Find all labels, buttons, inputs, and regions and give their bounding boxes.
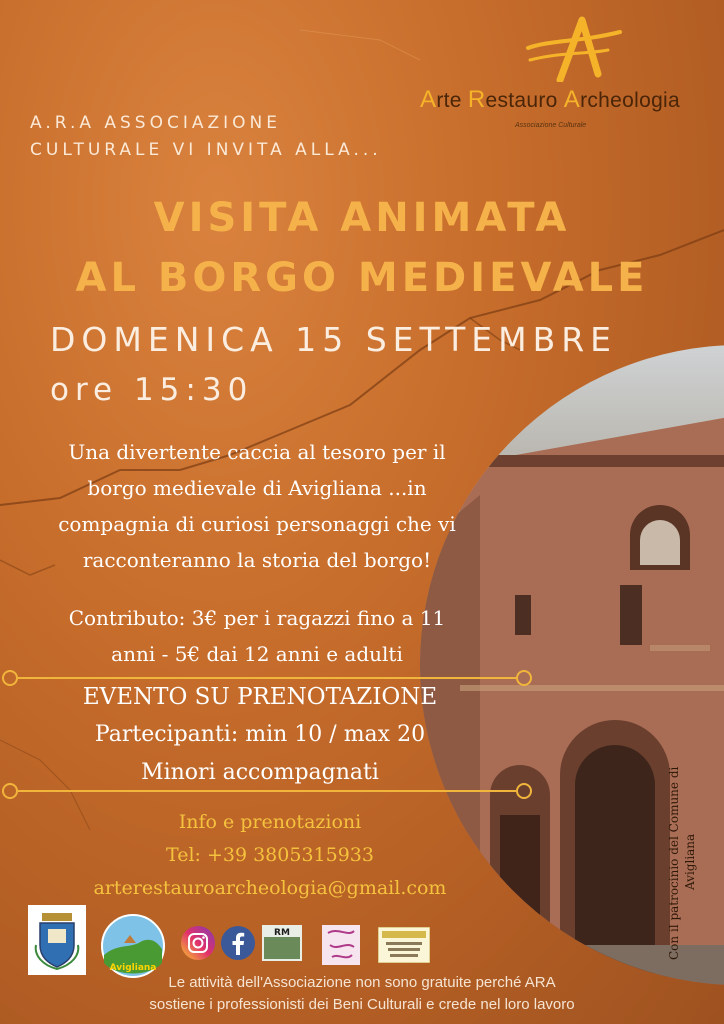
avigliana-logo-label: Avigliana [109, 963, 157, 973]
divider-dot-left-bottom [2, 783, 18, 799]
sponsor-banner-icon [378, 927, 430, 963]
divider-dot-right-bottom [516, 783, 532, 799]
avigliana-logo-icon [100, 913, 166, 979]
sponsor-logo-icon [322, 925, 360, 965]
sponsor-logos [0, 905, 724, 975]
description-line-2: borgo medievale di Avigliana ...in [87, 476, 427, 500]
patronage-line-2: Avigliana [683, 833, 697, 890]
rm-logo-icon [262, 925, 302, 961]
info-email[interactable]: arterestauroarcheologia@gmail.com [93, 877, 447, 899]
event-description [22, 434, 492, 578]
booking-box [0, 678, 520, 792]
booking-line-3: Minori accompagnati [141, 760, 379, 785]
ara-logo-text [420, 86, 720, 114]
description-line-3: compagnia di curiosi personaggi che vi [58, 512, 456, 536]
logo-word-arte: rte [436, 89, 468, 112]
logo-initial-archeologia: A [563, 86, 581, 113]
contact-info [0, 806, 540, 905]
logo-subtitle: Associazione Culturale [515, 122, 587, 129]
event-date: DOMENICA 15 SETTEMBRE [50, 320, 617, 359]
logo-word-archeologia: rcheologia [580, 89, 680, 112]
footer-line-1: Le attività dell'Associazione non sono gratuite perché ARA [168, 974, 556, 991]
title-line-2: AL BORGO MEDIEVALE [75, 255, 649, 301]
title-line-1: VISITA ANIMATA [153, 195, 571, 241]
contribution-line-2: anni - 5€ dai 12 anni e adulti [111, 642, 403, 666]
booking-line-1: EVENTO SU PRENOTAZIONE [82, 684, 438, 710]
contribution-text [22, 600, 492, 672]
logo-word-restauro: estauro [485, 89, 564, 112]
logo-initial-arte: A [420, 86, 437, 113]
contribution-line-1: Contributo: 3€ per i ragazzi fino a 11 [68, 606, 446, 630]
comune-crest-icon [28, 905, 86, 975]
info-label: Info e prenotazioni [178, 811, 362, 833]
rm-logo-label: RM [274, 928, 290, 938]
event-title [0, 188, 724, 308]
patronage-line-1: Con il patrocinio del Comune di [667, 766, 681, 960]
instagram-icon[interactable] [180, 925, 216, 961]
description-line-1: Una divertente caccia al tesoro per il [68, 440, 446, 464]
facebook-icon[interactable] [220, 925, 256, 961]
booking-line-2: Partecipanti: min 10 / max 20 [94, 722, 426, 747]
divider-line-bottom [18, 790, 516, 792]
info-phone[interactable]: Tel: +39 3805315933 [166, 844, 374, 866]
logo-initial-restauro: R [467, 86, 486, 113]
footer-note [0, 972, 724, 1016]
description-line-4: racconteranno la storia del borgo! [82, 548, 432, 572]
footer-line-2: sostiene i professionisti dei Beni Culturali e crede nel loro lavoro [149, 996, 575, 1013]
intro-line-1: A.R.A ASSOCIAZIONE [30, 113, 281, 133]
event-time: ore 15:30 [50, 372, 254, 408]
intro-text [30, 110, 382, 164]
ara-logo-mark-icon [520, 12, 630, 82]
intro-line-2: CULTURALE VI INVITA ALLA... [30, 140, 382, 160]
